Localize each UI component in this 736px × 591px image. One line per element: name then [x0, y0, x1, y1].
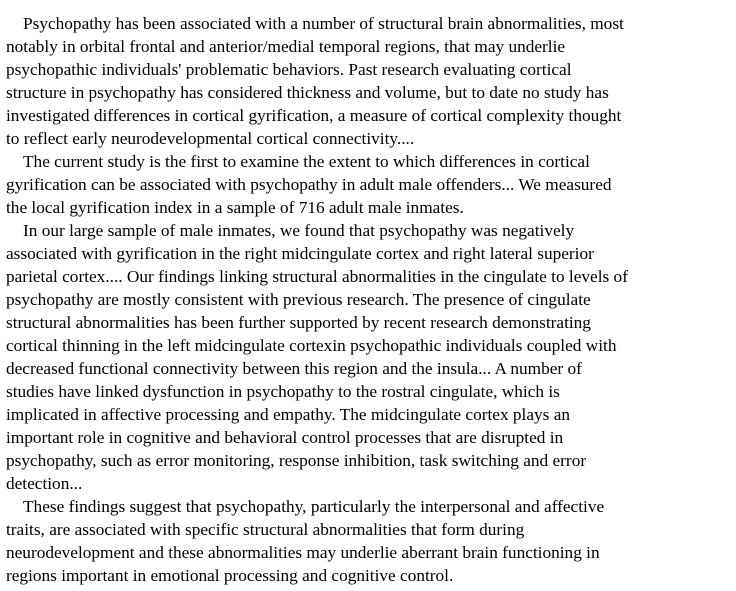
text-line: important role in cognitive and behavioral control processes that are disrupted in — [6, 428, 564, 447]
text-line: psychopathy, such as error monitoring, response inhibition, task switching and error — [6, 451, 587, 470]
text-line: The current study is the first to examine the extent to which differences in cortical — [23, 152, 590, 171]
text-line: associated with gyrification in the right midcingulate cortex and right lateral superior — [6, 244, 594, 263]
document-body — [6, 12, 732, 587]
text-line: These findings suggest that psychopathy, particularly the interpersonal and affective — [23, 497, 605, 516]
text-line: In our large sample of male inmates, we found that psychopathy was negatively — [23, 221, 575, 240]
text-line: structural abnormalities has been further supported by recent research demonstrating — [6, 313, 591, 332]
text-line: decreased functional connectivity between this region and the insula... A number of — [6, 359, 582, 378]
text-line: studies have linked dysfunction in psychopathy to the rostral cingulate, which is — [6, 382, 560, 401]
text-line: psychopathy are mostly consistent with previous research. The presence of cingulate — [6, 290, 591, 309]
text-line: neurodevelopment and these abnormalities may underlie aberrant brain functioning in — [6, 543, 600, 562]
text-line: gyrification can be associated with psychopathy in adult male offenders... We measured — [6, 175, 612, 194]
text-line: cortical thinning in the left midcingulate cortexin psychopathic individuals coupled with — [6, 336, 617, 355]
text-line: the local gyrification index in a sample of 716 adult male inmates. — [6, 198, 464, 217]
paragraph-1 — [6, 12, 732, 150]
paragraph-2 — [6, 150, 732, 219]
paragraph-4 — [6, 495, 732, 587]
text-line: psychopathic individuals' problematic behaviors. Past research evaluating cortical — [6, 60, 572, 79]
text-line: to reflect early neurodevelopmental cortical connectivity.... — [6, 129, 415, 148]
text-line: notably in orbital frontal and anterior/medial temporal regions, that may underlie — [6, 37, 566, 56]
text-line: Psychopathy has been associated with a number of structural brain abnormalities, most — [23, 14, 624, 33]
text-line: traits, are associated with specific structural abnormalities that form during — [6, 520, 525, 539]
text-line: implicated in affective processing and empathy. The midcingulate cortex plays an — [6, 405, 571, 424]
text-line: regions important in emotional processing and cognitive control. — [6, 566, 454, 585]
text-line: structure in psychopathy has considered thickness and volume, but to date no study has — [6, 83, 609, 102]
paragraph-3 — [6, 219, 732, 495]
text-line: parietal cortex.... Our findings linking structural abnormalities in the cingulate to levels of — [6, 267, 628, 286]
text-line: investigated differences in cortical gyrification, a measure of cortical complexity thought — [6, 106, 622, 125]
text-line: detection... — [6, 474, 83, 493]
